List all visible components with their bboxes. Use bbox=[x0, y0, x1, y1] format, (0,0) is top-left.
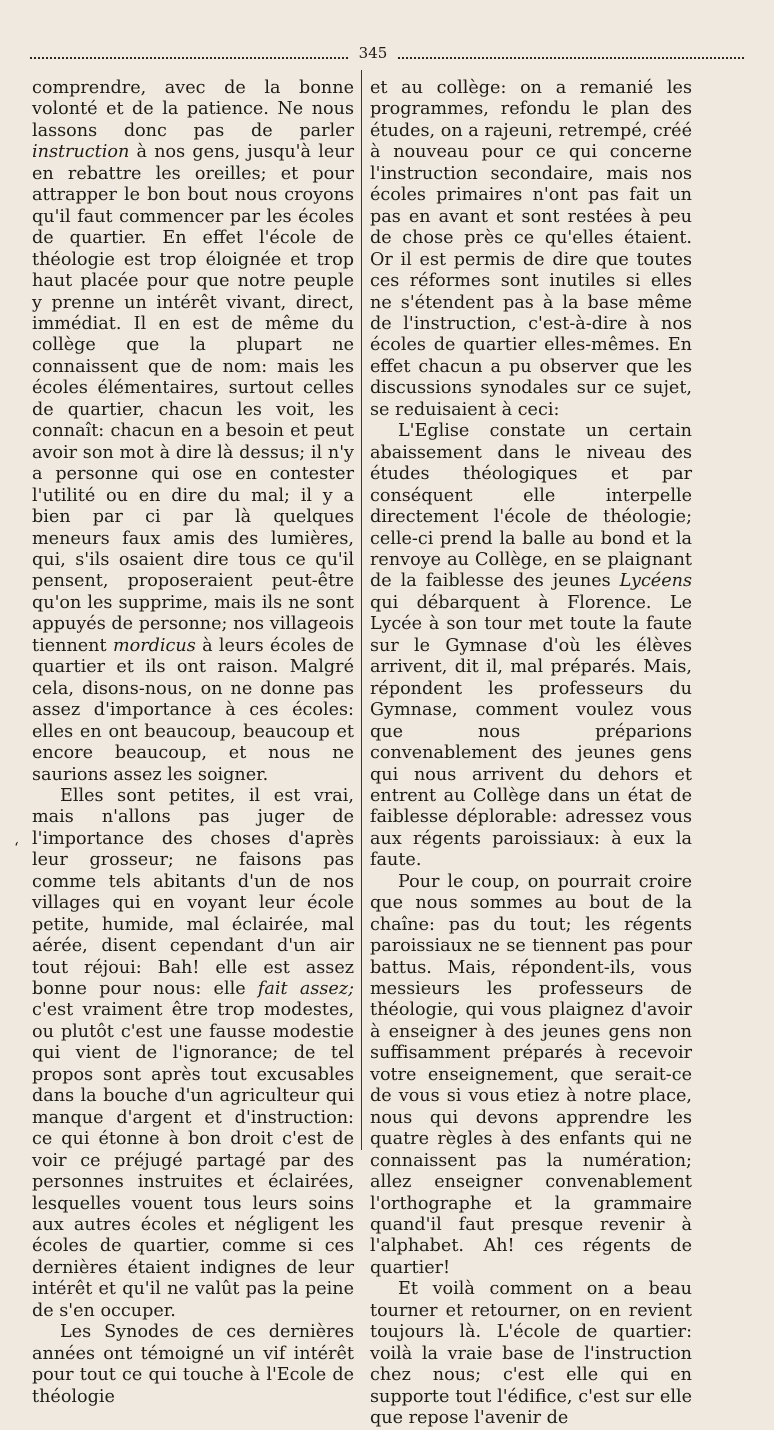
left-p1-text-c: à leurs écoles de quartier et ils ont raison. Malgré cela, disons-nous, on ne donne pas assez d'importance à ces écoles: elles en ont beaucoup, beaucoup et encore beaucoup, et nous ne saurions assez les soigner. bbox=[32, 635, 354, 785]
left-p2-text-b: c'est vraiment être trop modestes, ou plutôt c'est une fausse modestie qui vient de l'ignorance; de tel propos sont après tout excusables dans la bouche d'un agriculteur qui manque d'argent et d'instruction: ce qui étonne à bon droit c'est de voir ce préjugé partagé par des personnes instruites et éclairées, lesquelles vouent tous leurs soins aux autres écoles et négligent les écoles de quartier, comme si ces dernières étaient indignes de leur intérêt et qu'il ne valût pas la peine de s'en occuper. bbox=[32, 1000, 354, 1321]
left-paragraph-3: Les Synodes de ces dernières années ont témoigné un vif intérêt pour tout ce qui touche à l'Ecole de théologie bbox=[32, 1322, 354, 1407]
left-p1-text-b: à nos gens, jusqu'à leur en rebattre les oreilles; et pour attrapper le bon bout nous croyons qu'il faut commencer par les écoles de quartier. En effet l'école de théologie est trop éloignée et trop haut placée pour que notre peuple y prenne un intérêt vivant, direct, immédiat. Il en est de même du collège que la plupart ne connaissent que de nom: mais les écoles élémentaires, surtout celles de quartier, chacun les voit, les connaît: chacun en a besoin et peut avoir son mot à dire là dessus; il n'y a personne qui ose en contester l'utilité ou en dire du mal; il y a bien par ci par là quelques meneurs faux amis des lumières, qui, s'ils osaient dire tous ce qu'il pensent, proposeraient peut-être qu'on les supprime, mais ils ne sont appuyés de personne; nos villageois tiennent bbox=[32, 142, 354, 656]
header-rule-left bbox=[30, 57, 348, 59]
left-p2-italic-fait-assez: fait assez; bbox=[257, 979, 354, 1000]
right-paragraph-3: Pour le coup, on pourrait croire que nous sommes au bout de la chaîne: pas du tout; les régents paroissiaux ne se tiennent pas pour battus. Mais, répondent-ils, vous messieurs les professeurs de théologie, qui vous plaignez d'avoir à enseigner à des jeunes gens non suffisamment préparés à recevoir votre enseignement, que serait-ce de vous si vous etiez à notre place, nous qui devons apprendre les quatre règles à des enfants qui ne connaissent pas la numération; allez enseigner convenablement l'orthographe et la grammaire quand'il faut presque revenir à l'alphabet. Ah! ces régents de quartier! bbox=[370, 871, 692, 1278]
right-paragraph-4: Et voilà comment on a beau tourner et retourner, on en revient toujours là. L'école de quartier: voilà la vraie base de l'instruction chez nous; c'est elle qui en supporte tout l'édifice, c'est sur elle que repose l'avenir de bbox=[370, 1279, 692, 1429]
left-p1-italic-instruction: instruction bbox=[32, 142, 130, 163]
header-rule-right bbox=[398, 57, 744, 59]
column-divider bbox=[361, 70, 362, 1150]
right-p2-text-a: L'Eglise constate un certain abaissement dans le niveau des études théologiques et par conséquent elle interpelle directement l'école de théologie; celle-ci prend la balle au bond et la renvoye au Collège, en se plaignant de la faiblesse des jeunes bbox=[370, 421, 692, 592]
margin-mark: ‘ bbox=[14, 839, 19, 857]
left-paragraph-1 bbox=[32, 78, 354, 786]
right-paragraph-2 bbox=[370, 421, 692, 872]
right-p2-text-b: qui débarquent à Florence. Le Lycée à son tour met toute la faute sur le Gymnase d'où les élèves arrivent, dit il, mal préparés. Mais, répondent les professeurs du Gymnase, comment voulez vous que nous préparions convenablement des jeunes gens qui nous arrivent du dehors et entrent au Collège dans un état de faiblesse déplorable: adressez vous aux régents paroissiaux: à eux la faute. bbox=[370, 592, 692, 871]
right-paragraph-1: et au collège: on a remanié les programmes, refondu le plan des études, on a rajeuni, retrempé, créé à nouveau pour ce qui concerne l'instruction secondaire, mais nos écoles primaires n'ont pas fait un pas en avant et sont restées à peu de chose près ce qu'elles étaient. Or il est permis de dire que toutes ces réformes sont inutiles si elles ne s'étendent pas à la base même de l'instruction, c'est-à-dire à nos écoles de quartier elles-mêmes. En effet chacun a pu observer que les discussions synodales sur ce sujet, se reduisaient à ceci: bbox=[370, 78, 692, 420]
left-p1-text-a: comprendre, avec de la bonne volonté et de la patience. Ne nous lassons donc pas de parler bbox=[32, 78, 354, 141]
running-header bbox=[30, 44, 744, 68]
left-paragraph-2 bbox=[32, 786, 354, 1322]
left-column bbox=[32, 78, 354, 1408]
right-p2-italic-lyceens: Lycéens bbox=[619, 571, 692, 592]
left-p1-italic-mordicus: mordicus bbox=[112, 635, 196, 656]
page-number: 345 bbox=[358, 44, 388, 62]
left-p2-text-a: Elles sont petites, il est vrai, mais n'allons pas juger de l'importance des choses d'après leur grosseur; ne faisons pas comme tels abitants d'un de nos villages qui en voyant leur école petite, humide, mal éclairée, mal aérée, disent cependant d'un air tout réjoui: Bah! elle est assez bonne pour nous: elle bbox=[32, 785, 354, 1000]
right-column bbox=[370, 78, 692, 1430]
